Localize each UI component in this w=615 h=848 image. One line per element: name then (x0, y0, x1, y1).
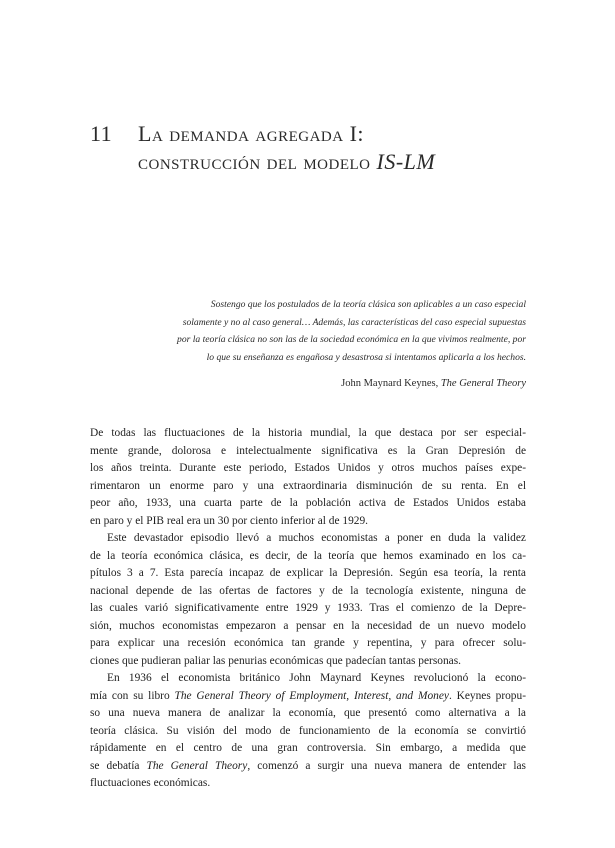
chapter-title-part-2: construcción del modelo (138, 149, 377, 174)
epigraph-work-title: The General Theory (440, 378, 526, 389)
text-line: En 1936 el economista británico John Maynard Keynes revolucionó la econo- (107, 672, 526, 684)
text-line: los años treinta. Durante este periodo, Estados Unidos y otros muchos países expe- (90, 462, 526, 474)
paragraph-2 (90, 530, 526, 670)
text-segment: mía con su libro (90, 689, 175, 702)
text-line: de la teoría económica clásica, es decir, de la teoría que hemos examinado en los ca- (90, 549, 526, 562)
paragraph-3 (90, 670, 526, 793)
text-segment: , comenzó a surgir una nueva manera de entender las (247, 759, 526, 772)
text-line: en paro y el PIB real era un 30 por ciento inferior al de 1929. (90, 514, 369, 527)
epigraph-author: John Maynard Keynes, (341, 378, 441, 389)
book-title: The General Theory (146, 759, 248, 772)
text-line: so una nueva manera de analizar la economía, que presentó como alternativa a la (90, 707, 526, 719)
epigraph-line: Sostengo que los postulados de la teoría clásica son aplicables a un caso especial (210, 299, 526, 310)
text-line: para explicar una recesión económica tan grande y repentina, y para ofrecer solu- (90, 637, 526, 649)
text-line: peor año, 1933, una cuarta parte de la población activa de Estados Unidos estaba (90, 497, 526, 509)
book-title: The General Theory of Employment, Interest, and Money (174, 689, 449, 702)
chapter-heading (90, 120, 550, 176)
text-line: pítulos 3 a 7. Esta parecía incapaz de explicar la Depresión. Según esa teoría, la renta (90, 567, 526, 579)
chapter-title-line-1 (90, 120, 550, 148)
text-line: sión, muchos economistas empezaron a pensar en la necesidad de un nuevo modelo (90, 619, 526, 632)
epigraph-quote (130, 296, 526, 366)
text-line: teoría clásica. Su visión del modo de funcionamiento de la economía se convirtió (90, 724, 526, 737)
epigraph-attribution (250, 377, 526, 391)
text-segment: . Keynes propu- (448, 689, 526, 702)
text-line: rimentaron un enorme paro y una extraordinaria disminución de su renta. En el (90, 479, 526, 492)
text-line: ciones que pudieran paliar las penurias económicas que padecían tantas personas. (90, 654, 462, 667)
text-line: mente grande, dolorosa e intelectualmente significativa es la Gran Depresión de (90, 444, 526, 457)
chapter-title-line-2 (138, 148, 550, 176)
text-segment: se debatía (90, 759, 147, 772)
chapter-title-part-1: La demanda agregada I: (138, 121, 365, 146)
text-line: fluctuaciones económicas. (90, 777, 211, 789)
text-line: nacional depende de las ofertas de factores y de la tecnología existente, ninguna de (90, 584, 526, 597)
text-line: Este devastador episodio llevó a muchos economistas a poner en duda la validez (107, 532, 526, 544)
text-line: rápidamente en el centro de una gran controversia. Sin embargo, a medida que (90, 742, 526, 754)
paragraph-1 (90, 425, 526, 530)
epigraph-line: por la teoría clásica no son las de la sociedad económica en la que vivimos realmente, por (177, 334, 526, 345)
body-text (90, 425, 526, 793)
text-line: las cuales varió significativamente entre 1929 y 1933. Tras el comienzo de la Depre- (90, 602, 526, 614)
text-line: De todas las fluctuaciones de la historia mundial, la que destaca por ser especial- (90, 427, 526, 439)
chapter-number: 11 (90, 121, 113, 146)
chapter-title-model-name: IS-LM (376, 149, 436, 174)
epigraph-line: lo que su enseñanza es engañosa y desastrosa si intentamos aplicarla a los hechos. (206, 351, 526, 363)
epigraph-line: solamente y no al caso general… Además, las características del caso especial supuestas (182, 316, 526, 328)
text-line (90, 688, 526, 706)
text-line (90, 758, 526, 776)
